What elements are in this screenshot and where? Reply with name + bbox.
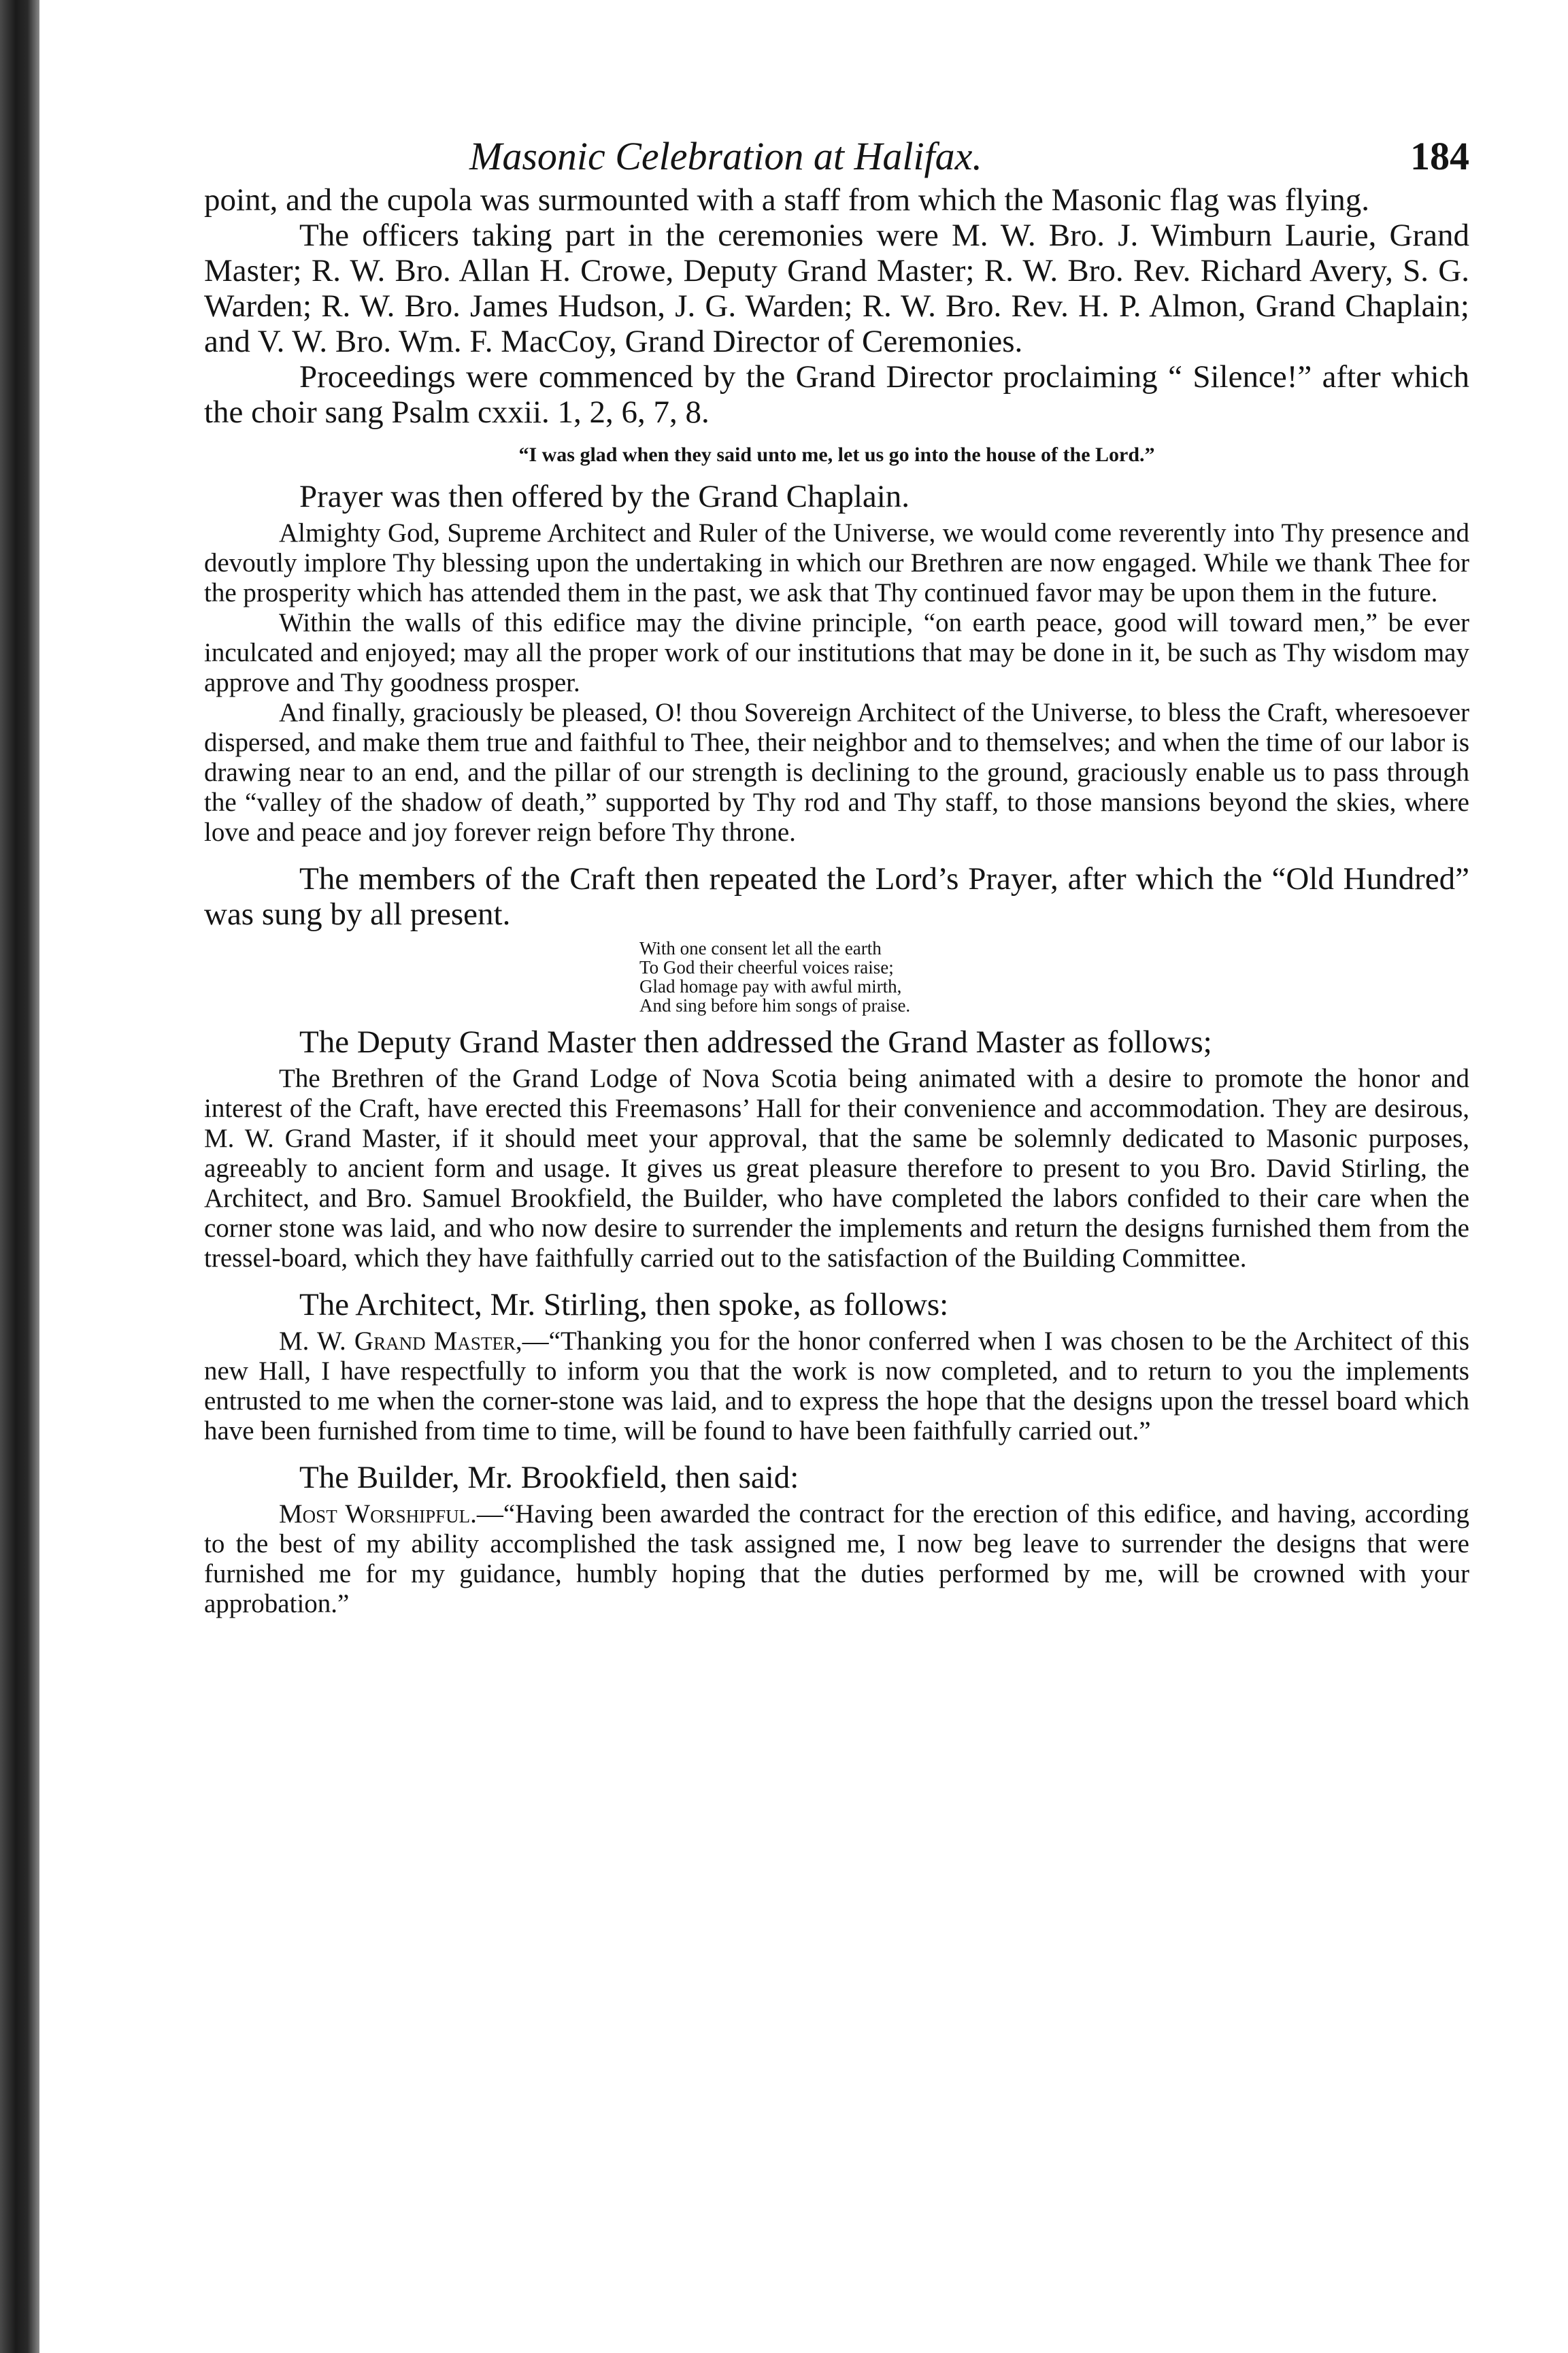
page-number: 184 bbox=[1410, 134, 1469, 178]
paragraph-cupola: point, and the cupola was surmounted with a staff from which the Masonic flag was flying. bbox=[204, 182, 1369, 218]
paragraph-architect-intro: The Architect, Mr. Stirling, then spoke, as follows: bbox=[299, 1287, 949, 1322]
address-text: The Brethren of the Grand Lodge of Nova Scotia being animated with a desire to promote the honor and interest of the Craft, have erected this Freemasons’ Hall for their convenience and accommodation. They are desirous, M. W. Grand Master, if it should meet your approval, that the same be solemnly dedicated to Masonic purposes, agreeably to ancient form and usage. It gives us great pleasure therefore to present to you Bro. David Stirling, the Architect, and Bro. Samuel Brookfield, the Builder, who have completed the labors confided to their care when the corner stone was laid, and who now desire to surrender the implements and return the designs furnished them from the tressel-board, which they have faithfully carried out to the satisfaction of the Building Committee. bbox=[204, 1064, 1469, 1273]
builder-speech-text: —“Having been awarded the contract for the erection of this edifice, and having, according to the best of my ability accomplished the task assigned me, I now beg leave to surrender the designs that were furnished me for my guidance, humbly hoping that the duties performed by me, will be crowned with your approbation.” bbox=[204, 1499, 1470, 1618]
hymn-line: To God their cheerful voices raise; bbox=[639, 957, 894, 978]
hymn-line: And sing before him songs of praise. bbox=[639, 995, 911, 1016]
paragraph-prayer-intro: Prayer was then offered by the Grand Chaplain. bbox=[299, 479, 910, 514]
hymn-line: With one consent let all the earth bbox=[639, 938, 882, 958]
architect-speech bbox=[204, 1326, 1469, 1446]
page-content bbox=[204, 133, 1469, 1619]
hymn-line: Glad homage pay with awful mirth, bbox=[639, 976, 902, 997]
builder-salutation: Most Worshipful. bbox=[279, 1499, 477, 1529]
paragraph-proceedings: Proceedings were commenced by the Grand Director proclaiming “ Silence!” after which the choir sang Psalm cxxii. 1, 2, 6, 7, 8. bbox=[204, 359, 1469, 430]
running-header bbox=[204, 133, 1469, 182]
book-spine-edge bbox=[0, 0, 39, 2353]
prayer-paragraph-1: Almighty God, Supreme Architect and Ruler of the Universe, we would come reverently into Thy presence and devoutly implore Thy blessing upon the undertaking in which our Brethren are now engaged. While we thank Thee for the prosperity which has attended them in the past, we ask that Thy continued favor may be upon them in the future. bbox=[204, 518, 1469, 607]
prayer-paragraph-3: And finally, graciously be pleased, O! thou Sovereign Architect of the Universe, to bless the Craft, wheresoever dispersed, and make them true and faithful to Thee, their neighbor and to themselves; and when the time of our labor is drawing near to an end, and the pillar of our strength is declining to the ground, graciously enable us to pass through the “valley of the shadow of death,” supported by Thy rod and Thy staff, to those mansions beyond the skies, where love and peace and joy forever reign before Thy throne. bbox=[204, 698, 1469, 847]
architect-salutation: M. W. Grand Master, bbox=[279, 1326, 522, 1356]
paragraph-builder-intro: The Builder, Mr. Brookfield, then said: bbox=[299, 1460, 799, 1495]
running-title: Masonic Celebration at Halifax. bbox=[469, 134, 982, 178]
prayer-paragraph-2: Within the walls of this edifice may the divine principle, “on earth peace, good will toward men,” be ever inculcated and enjoyed; may all the proper work of our institutions that may be done in it, be such as Thy wisdom may approve and Thy goodness prosper. bbox=[204, 608, 1469, 697]
builder-speech bbox=[204, 1499, 1469, 1619]
psalm-quote: “I was glad when they said unto me, let us go into the house of the Lord.” bbox=[518, 444, 1155, 466]
paragraph-officers: The officers taking part in the ceremonies were M. W. Bro. J. Wimburn Laurie, Grand Master; R. W. Bro. Allan H. Crowe, Deputy Grand Master; R. W. Bro. Rev. Richard Avery, S. G. Warden; R. W. Bro. James Hudson, J. G. Warden; R. W. Bro. Rev. H. P. Almon, Grand Chaplain; and V. W. Bro. Wm. F. MacCoy, Grand Director of Ceremonies. bbox=[204, 218, 1469, 359]
hymn-verse bbox=[639, 939, 1469, 1015]
architect-speech-text: —“Thanking you for the honor conferred when I was chosen to be the Architect of this new Hall, I have respectfully to inform you that the work is now completed, and to return to you the implements entrusted to me when the corner-stone was laid, and to express the hope that the designs upon the tressel board which have been furnished from time to time, will be found to have been faithfully carried out.” bbox=[204, 1326, 1469, 1446]
paragraph-lords-prayer: The members of the Craft then repeated the Lord’s Prayer, after which the “Old Hundred” was sung by all present. bbox=[204, 861, 1469, 932]
paragraph-deputy-address: The Deputy Grand Master then addressed the Grand Master as follows; bbox=[299, 1024, 1212, 1060]
